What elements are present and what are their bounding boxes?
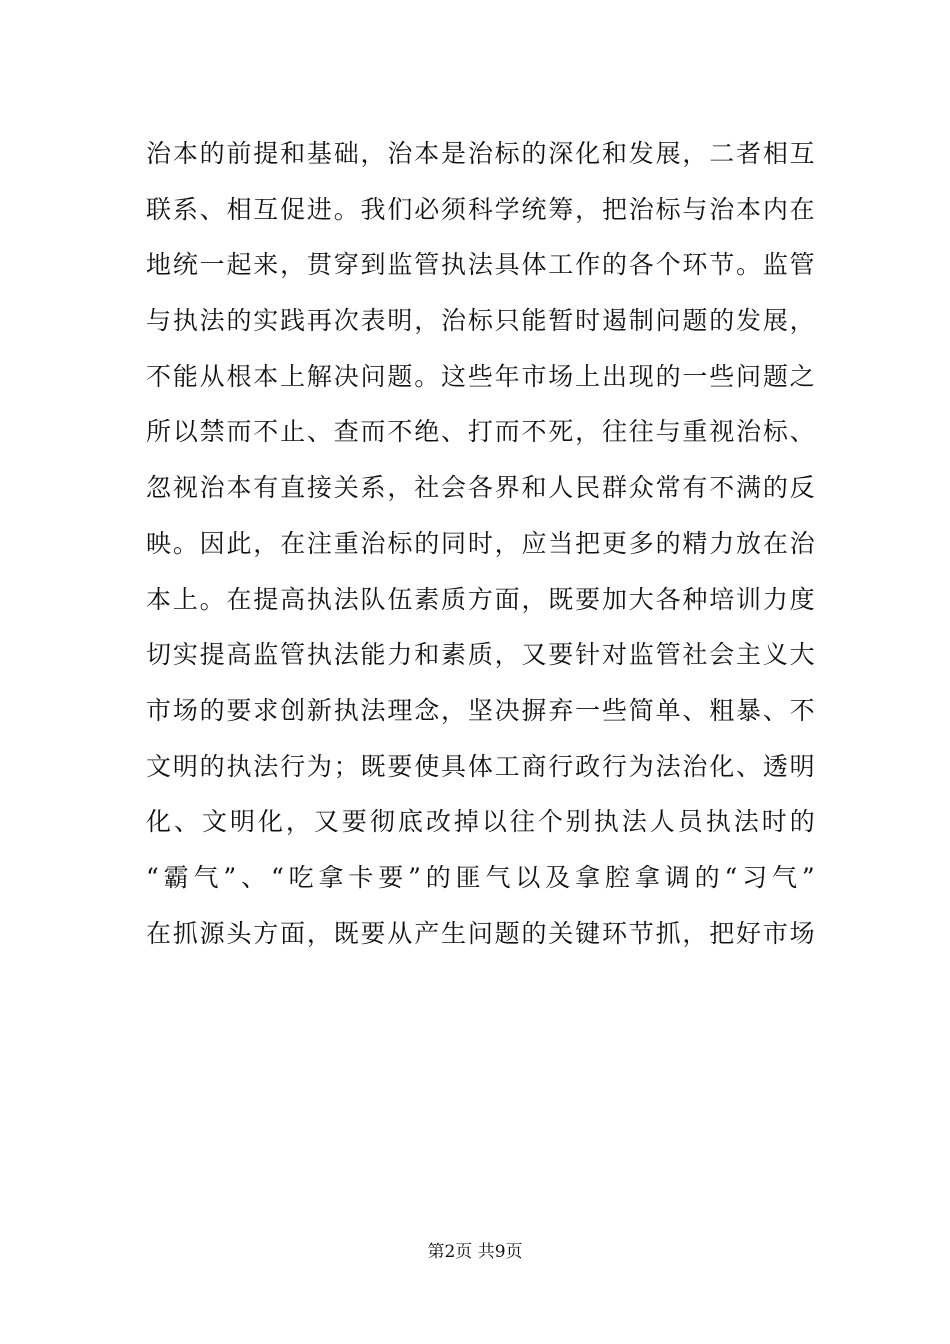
text-line-3: 地统一起来，贯穿到监管执法具体工作的各个环节。监管 — [146, 250, 816, 280]
body-text — [146, 126, 816, 961]
text-line-10: 切实提高监管执法能力和素质，又要针对监管社会主义大 — [146, 640, 816, 670]
text-line-13: 化、文明化，又要彻底改掉以往个别执法人员执法时的 — [146, 807, 816, 837]
text-line-2: 联系、相互促进。我们必须科学统筹，把治标与治本内在 — [146, 194, 816, 224]
text-line-1: 治本的前提和基础，治本是治标的深化和发展，二者相互 — [146, 139, 816, 168]
page-number-footer: 第2页 共9页 — [427, 1242, 523, 1262]
text-line-14: “霸气”、“吃拿卡要”的匪气以及拿腔拿调的“习气” — [146, 862, 816, 892]
text-line-6: 所以禁而不止、查而不绝、打而不死，往往与重视治标、 — [146, 417, 816, 447]
text-line-4: 与执法的实践再次表明，治标只能暂时遏制问题的发展， — [146, 306, 816, 336]
text-line-5: 不能从根本上解决问题。这些年市场上出现的一些问题之 — [146, 361, 816, 391]
text-line-9: 本上。在提高执法队伍素质方面，既要加大各种培训力度 — [146, 584, 816, 614]
text-line-15: 在抓源头方面，既要从产生问题的关键环节抓，把好市场 — [146, 918, 816, 948]
text-line-12: 文明的执法行为；既要使具体工商行政行为法治化、透明 — [146, 751, 816, 781]
text-line-7: 忽视治本有直接关系，社会各界和人民群众常有不满的反 — [146, 473, 816, 503]
text-line-8: 映。因此，在注重治标的同时，应当把更多的精力放在治 — [146, 528, 816, 558]
text-line-11: 市场的要求创新执法理念，坚决摒弃一些简单、粗暴、不 — [146, 695, 816, 725]
